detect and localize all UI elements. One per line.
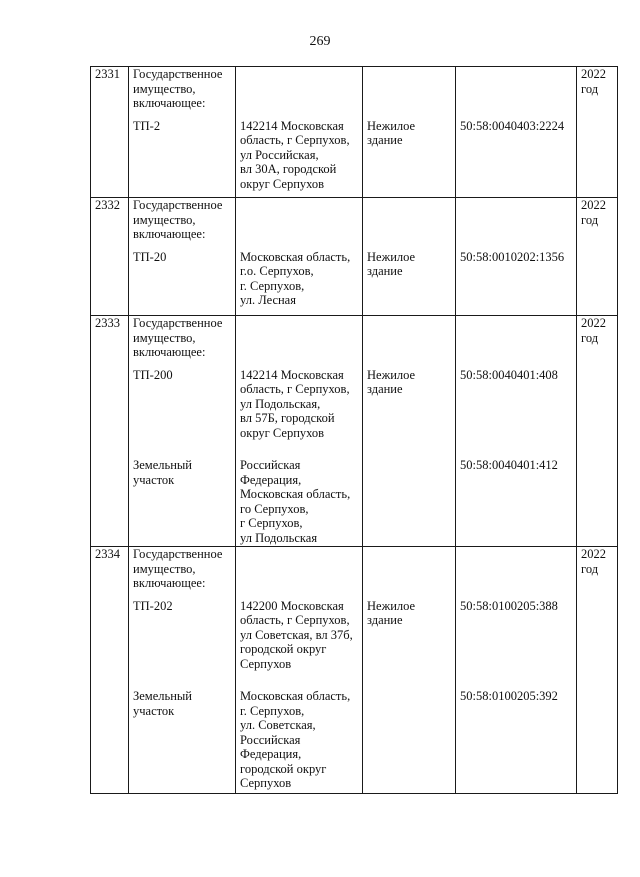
registry-body [91, 67, 618, 794]
year-value: 2022 год [581, 198, 606, 227]
address-cell [236, 547, 363, 794]
item-address: Московская область, г.о. Серпухов, г. Серпухов, ул. Лесная [240, 249, 351, 307]
object-name-cell [129, 547, 236, 794]
item-type [367, 689, 451, 791]
spacer [133, 440, 231, 458]
property-registry-table [90, 66, 618, 794]
item-cadastral-number: 50:58:0040403:2224 [460, 118, 565, 133]
spacer [460, 67, 572, 111]
object-type-cell [363, 198, 456, 316]
spacer [367, 111, 451, 119]
spacer [460, 440, 572, 458]
row-number: 2332 [95, 198, 120, 212]
group-label: Государственное имущество, включающее: [133, 67, 223, 110]
year-cell [577, 67, 618, 198]
spacer [133, 242, 231, 250]
item-cadastral-number: 50:58:0010202:1356 [460, 249, 565, 264]
item-type: Нежилое здание [367, 249, 416, 278]
address-cell [236, 67, 363, 198]
item-cadastral-number: 50:58:0100205:392 [460, 689, 558, 703]
row-number: 2331 [95, 67, 120, 81]
spacer [367, 316, 451, 360]
item-name: ТП-2 [133, 118, 161, 133]
spacer [240, 440, 358, 458]
year-value: 2022 год [581, 316, 606, 345]
item-address: Московская область, г. Серпухов, ул. Советская, Российская Федерация, городской округ Серпухов [240, 689, 351, 790]
year-cell [577, 547, 618, 794]
spacer [460, 316, 572, 360]
spacer [460, 242, 572, 250]
spacer [367, 67, 451, 111]
item-address: Российская Федерация, Московская область, го Серпухов, г Серпухов, ул Подольская [240, 458, 351, 545]
item-type [367, 458, 451, 545]
spacer [133, 671, 231, 689]
item-cadastral-number: 50:58:0040401:408 [460, 367, 558, 382]
table-row [91, 198, 618, 316]
spacer [240, 111, 358, 119]
item-address: 142200 Московская область, г Серпухов, ул Советская, вл 37б, городской округ Серпухов [240, 598, 353, 671]
item-name: ТП-202 [133, 598, 173, 613]
spacer [460, 671, 572, 689]
year-cell [577, 198, 618, 316]
object-type-cell [363, 316, 456, 547]
row-number-cell [91, 67, 129, 198]
item-cadastral-number: 50:58:0100205:388 [460, 598, 558, 613]
spacer [133, 111, 231, 119]
year-cell [577, 316, 618, 547]
group-label: Государственное имущество, включающее: [133, 316, 223, 359]
item-address: 142214 Московская область, г Серпухов, ул Российская, вл 30А, городской округ Серпухов [240, 118, 350, 191]
spacer [367, 591, 451, 599]
year-value: 2022 год [581, 547, 606, 576]
item-type: Нежилое здание [367, 598, 416, 627]
object-type-cell [363, 67, 456, 198]
spacer [133, 360, 231, 368]
row-number-cell [91, 316, 129, 547]
cadastral-number-cell [456, 198, 577, 316]
spacer [240, 242, 358, 250]
spacer [367, 198, 451, 242]
group-label: Государственное имущество, включающее: [133, 198, 223, 241]
spacer [367, 360, 451, 368]
item-name: Земельный участок [133, 689, 192, 718]
spacer [240, 671, 358, 689]
spacer [367, 671, 451, 689]
spacer [460, 111, 572, 119]
spacer [367, 440, 451, 458]
cadastral-number-cell [456, 67, 577, 198]
table-row [91, 547, 618, 794]
page-number: 269 [309, 34, 331, 49]
item-name: Земельный участок [133, 458, 192, 487]
table-row [91, 67, 618, 198]
row-number: 2334 [95, 547, 120, 561]
spacer [240, 67, 358, 111]
spacer [240, 547, 358, 591]
spacer [240, 360, 358, 368]
spacer [367, 242, 451, 250]
row-number-cell [91, 198, 129, 316]
object-name-cell [129, 198, 236, 316]
address-cell [236, 316, 363, 547]
item-address: 142214 Московская область, г Серпухов, ул Подольская, вл 57Б, городской округ Серпухов [240, 367, 350, 440]
spacer [460, 360, 572, 368]
spacer [367, 547, 451, 591]
cadastral-number-cell [456, 547, 577, 794]
item-name: ТП-20 [133, 249, 167, 264]
table-row [91, 316, 618, 547]
spacer [240, 198, 358, 242]
object-type-cell [363, 547, 456, 794]
cadastral-number-cell [456, 316, 577, 547]
item-type: Нежилое здание [367, 367, 416, 396]
row-number: 2333 [95, 316, 120, 330]
item-cadastral-number: 50:58:0040401:412 [460, 458, 558, 472]
object-name-cell [129, 67, 236, 198]
spacer [460, 591, 572, 599]
address-cell [236, 198, 363, 316]
object-name-cell [129, 316, 236, 547]
spacer [460, 547, 572, 591]
spacer [133, 591, 231, 599]
spacer [240, 591, 358, 599]
spacer [460, 198, 572, 242]
year-value: 2022 год [581, 67, 606, 96]
group-label: Государственное имущество, включающее: [133, 547, 223, 590]
item-name: ТП-200 [133, 367, 173, 382]
spacer [240, 316, 358, 360]
row-number-cell [91, 547, 129, 794]
item-type: Нежилое здание [367, 118, 416, 147]
